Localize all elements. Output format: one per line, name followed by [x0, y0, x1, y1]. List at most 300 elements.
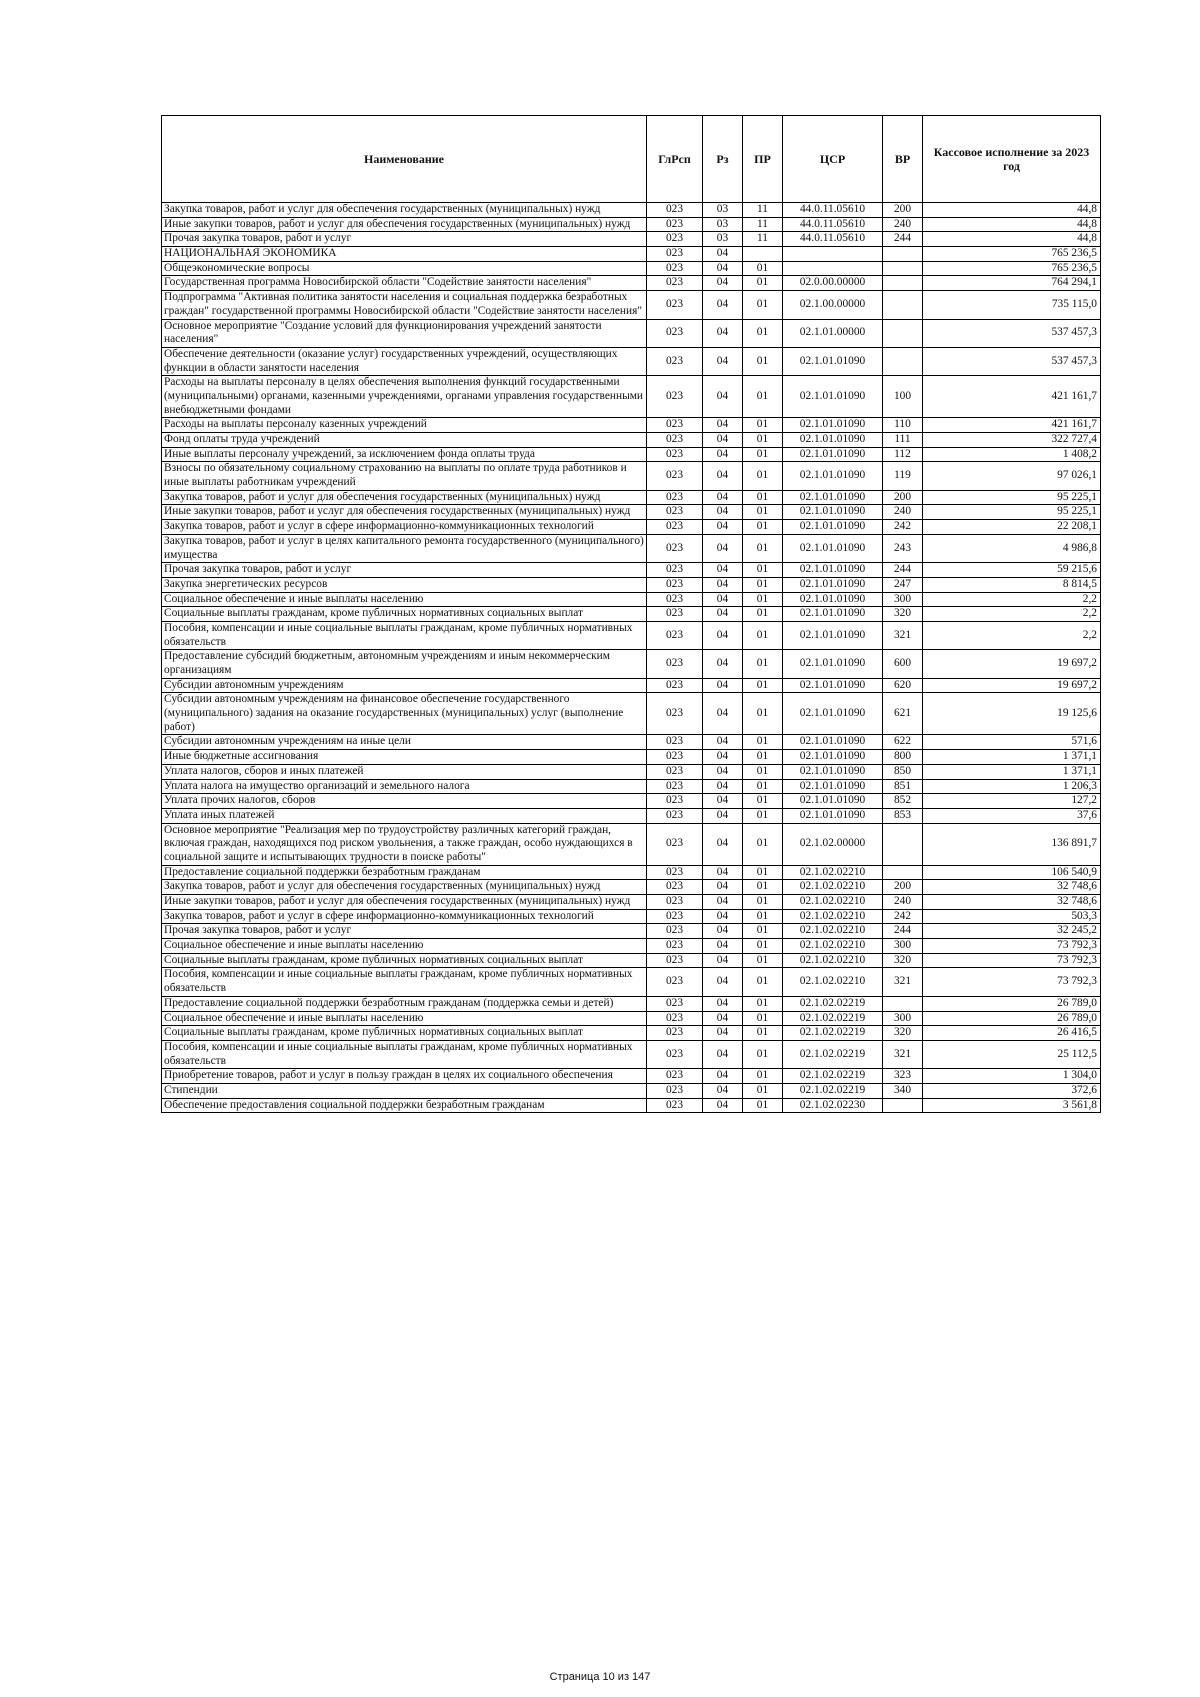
cell-vr: 851: [883, 779, 923, 794]
cell-name: Прочая закупка товаров, работ и услуг: [162, 924, 647, 939]
cell-pr: 01: [743, 376, 783, 418]
cell-glrsp: 023: [647, 939, 703, 954]
header-vr: ВР: [883, 116, 923, 203]
table-row: [162, 1083, 1101, 1098]
table-row: [162, 203, 1101, 218]
cell-amount: 372,6: [923, 1083, 1101, 1098]
table-row: [162, 607, 1101, 622]
cell-amount: 765 236,5: [923, 261, 1101, 276]
cell-pr: 01: [743, 808, 783, 823]
header-csr: ЦСР: [783, 116, 883, 203]
cell-vr: 110: [883, 418, 923, 433]
cell-glrsp: 023: [647, 996, 703, 1011]
cell-glrsp: 023: [647, 563, 703, 578]
cell-amount: 1 371,1: [923, 764, 1101, 779]
cell-rz: 04: [703, 433, 743, 448]
cell-rz: 04: [703, 1069, 743, 1084]
cell-rz: 04: [703, 347, 743, 375]
cell-rz: 04: [703, 909, 743, 924]
cell-vr: 119: [883, 462, 923, 490]
cell-pr: 01: [743, 865, 783, 880]
table-row: [162, 808, 1101, 823]
header-glrsp: ГлРсп: [647, 116, 703, 203]
cell-amount: 127,2: [923, 794, 1101, 809]
cell-pr: 01: [743, 909, 783, 924]
cell-vr: 247: [883, 577, 923, 592]
cell-pr: 01: [743, 1026, 783, 1041]
table-row: [162, 462, 1101, 490]
table-row: [162, 490, 1101, 505]
cell-rz: 04: [703, 764, 743, 779]
cell-glrsp: 023: [647, 247, 703, 262]
cell-amount: 503,3: [923, 909, 1101, 924]
cell-csr: 02.1.01.01090: [783, 650, 883, 678]
cell-pr: 01: [743, 735, 783, 750]
cell-csr: 02.1.01.01090: [783, 577, 883, 592]
cell-vr: 242: [883, 520, 923, 535]
cell-csr: 02.1.01.01090: [783, 592, 883, 607]
cell-csr: [783, 247, 883, 262]
cell-vr: [883, 276, 923, 291]
table-row: [162, 968, 1101, 996]
cell-glrsp: 023: [647, 607, 703, 622]
cell-amount: 764 294,1: [923, 276, 1101, 291]
cell-name: Закупка товаров, работ и услуг в сфере информационно-коммуникационных технологий: [162, 520, 647, 535]
cell-csr: 02.1.01.01090: [783, 462, 883, 490]
table-row: [162, 319, 1101, 347]
cell-amount: 735 115,0: [923, 291, 1101, 319]
cell-rz: 04: [703, 247, 743, 262]
cell-vr: 200: [883, 490, 923, 505]
cell-rz: 04: [703, 996, 743, 1011]
cell-name: Пособия, компенсации и иные социальные выплаты гражданам, кроме публичных нормативных обязательств: [162, 1040, 647, 1068]
cell-glrsp: 023: [647, 650, 703, 678]
table-row: [162, 678, 1101, 693]
table-row: [162, 433, 1101, 448]
cell-csr: 02.1.01.01090: [783, 693, 883, 735]
cell-rz: 04: [703, 924, 743, 939]
cell-glrsp: 023: [647, 823, 703, 865]
cell-amount: 95 225,1: [923, 490, 1101, 505]
table-row: [162, 735, 1101, 750]
cell-rz: 04: [703, 678, 743, 693]
cell-pr: 01: [743, 347, 783, 375]
cell-vr: 240: [883, 895, 923, 910]
cell-name: Основное мероприятие "Реализация мер по трудоустройству различных категорий граждан, включая граждан, находящихся под риском увольнения, а также граждан, особо нуждающихся в социальной защите и испытывающих трудности в поиске работы": [162, 823, 647, 865]
cell-glrsp: 023: [647, 319, 703, 347]
table-row: [162, 232, 1101, 247]
cell-csr: 02.1.01.01090: [783, 808, 883, 823]
cell-csr: 02.1.01.00000: [783, 319, 883, 347]
cell-pr: 01: [743, 1098, 783, 1113]
cell-pr: 01: [743, 592, 783, 607]
page-number: Страница 10 из 147: [549, 1671, 651, 1683]
cell-pr: 01: [743, 607, 783, 622]
cell-amount: 1 408,2: [923, 447, 1101, 462]
cell-name: Приобретение товаров, работ и услуг в пользу граждан в целях их социального обеспечения: [162, 1069, 647, 1084]
cell-glrsp: 023: [647, 621, 703, 649]
cell-name: Социальное обеспечение и иные выплаты населению: [162, 1011, 647, 1026]
header-rz: Рз: [703, 116, 743, 203]
header-name: Наименование: [162, 116, 647, 203]
cell-amount: 32 748,6: [923, 895, 1101, 910]
cell-glrsp: 023: [647, 276, 703, 291]
cell-rz: 04: [703, 939, 743, 954]
budget-table: [161, 115, 1101, 1113]
cell-glrsp: 023: [647, 909, 703, 924]
cell-rz: 03: [703, 217, 743, 232]
cell-vr: 622: [883, 735, 923, 750]
cell-amount: 106 540,9: [923, 865, 1101, 880]
cell-csr: 02.1.02.02210: [783, 895, 883, 910]
cell-rz: 04: [703, 577, 743, 592]
cell-name: Закупка товаров, работ и услуг для обеспечения государственных (муниципальных) нужд: [162, 490, 647, 505]
cell-csr: 02.1.01.01090: [783, 490, 883, 505]
cell-pr: 01: [743, 1083, 783, 1098]
cell-glrsp: 023: [647, 750, 703, 765]
cell-csr: 02.1.02.02210: [783, 924, 883, 939]
cell-csr: [783, 261, 883, 276]
cell-csr: 02.0.00.00000: [783, 276, 883, 291]
cell-glrsp: 023: [647, 1069, 703, 1084]
cell-glrsp: 023: [647, 490, 703, 505]
cell-name: Уплата налогов, сборов и иных платежей: [162, 764, 647, 779]
cell-rz: 04: [703, 794, 743, 809]
cell-rz: 04: [703, 808, 743, 823]
cell-rz: 04: [703, 490, 743, 505]
cell-name: НАЦИОНАЛЬНАЯ ЭКОНОМИКА: [162, 247, 647, 262]
table-row: [162, 779, 1101, 794]
cell-glrsp: 023: [647, 895, 703, 910]
table-row: [162, 505, 1101, 520]
table-row: [162, 939, 1101, 954]
cell-amount: 26 416,5: [923, 1026, 1101, 1041]
cell-name: Социальные выплаты гражданам, кроме публичных нормативных социальных выплат: [162, 607, 647, 622]
cell-rz: 04: [703, 592, 743, 607]
table-row: [162, 347, 1101, 375]
cell-csr: 02.1.02.00000: [783, 823, 883, 865]
cell-csr: 02.1.01.01090: [783, 505, 883, 520]
cell-glrsp: 023: [647, 735, 703, 750]
cell-csr: 02.1.02.02219: [783, 1069, 883, 1084]
table-header-row: [162, 116, 1101, 203]
cell-vr: 240: [883, 505, 923, 520]
cell-csr: 02.1.02.02210: [783, 953, 883, 968]
cell-amount: 44,8: [923, 232, 1101, 247]
cell-csr: 02.1.02.02230: [783, 1098, 883, 1113]
cell-glrsp: 023: [647, 1040, 703, 1068]
cell-rz: 03: [703, 232, 743, 247]
table-row: [162, 924, 1101, 939]
cell-rz: 03: [703, 203, 743, 218]
cell-amount: 4 986,8: [923, 534, 1101, 562]
cell-pr: 01: [743, 650, 783, 678]
cell-glrsp: 023: [647, 447, 703, 462]
cell-rz: 04: [703, 779, 743, 794]
cell-rz: 04: [703, 650, 743, 678]
cell-name: Социальные выплаты гражданам, кроме публичных нормативных социальных выплат: [162, 1026, 647, 1041]
cell-rz: 04: [703, 895, 743, 910]
table-row: [162, 291, 1101, 319]
cell-pr: 01: [743, 1040, 783, 1068]
cell-vr: [883, 319, 923, 347]
cell-csr: 02.1.02.02219: [783, 1040, 883, 1068]
cell-name: Предоставление субсидий бюджетным, автономным учреждениям и иным некоммерческим организациям: [162, 650, 647, 678]
cell-rz: 04: [703, 319, 743, 347]
cell-amount: 73 792,3: [923, 968, 1101, 996]
table-row: [162, 865, 1101, 880]
cell-amount: 1 206,3: [923, 779, 1101, 794]
cell-rz: 04: [703, 865, 743, 880]
cell-name: Фонд оплаты труда учреждений: [162, 433, 647, 448]
cell-amount: 19 697,2: [923, 678, 1101, 693]
cell-pr: 01: [743, 577, 783, 592]
table-row: [162, 376, 1101, 418]
cell-rz: 04: [703, 462, 743, 490]
cell-glrsp: 023: [647, 693, 703, 735]
cell-glrsp: 023: [647, 577, 703, 592]
table-row: [162, 823, 1101, 865]
cell-glrsp: 023: [647, 764, 703, 779]
cell-rz: 04: [703, 376, 743, 418]
cell-vr: [883, 291, 923, 319]
cell-name: Расходы на выплаты персоналу казенных учреждений: [162, 418, 647, 433]
cell-vr: 244: [883, 563, 923, 578]
table-row: [162, 794, 1101, 809]
table-row: [162, 1011, 1101, 1026]
cell-vr: [883, 347, 923, 375]
cell-rz: 04: [703, 1040, 743, 1068]
cell-vr: 244: [883, 924, 923, 939]
cell-csr: 02.1.01.01090: [783, 447, 883, 462]
cell-amount: 59 215,6: [923, 563, 1101, 578]
cell-name: Уплата прочих налогов, сборов: [162, 794, 647, 809]
cell-pr: 01: [743, 319, 783, 347]
cell-glrsp: 023: [647, 953, 703, 968]
cell-csr: 02.1.02.02219: [783, 1011, 883, 1026]
cell-amount: 26 789,0: [923, 996, 1101, 1011]
cell-amount: 537 457,3: [923, 319, 1101, 347]
cell-amount: 97 026,1: [923, 462, 1101, 490]
cell-name: Основное мероприятие "Создание условий для функционирования учреждений занятости населения": [162, 319, 647, 347]
table-row: [162, 577, 1101, 592]
cell-pr: 01: [743, 779, 783, 794]
cell-csr: 02.1.01.01090: [783, 520, 883, 535]
cell-csr: 02.1.01.01090: [783, 563, 883, 578]
cell-pr: 01: [743, 291, 783, 319]
table-body: [162, 203, 1101, 1113]
cell-rz: 04: [703, 447, 743, 462]
cell-pr: 01: [743, 924, 783, 939]
cell-csr: 02.1.01.01090: [783, 794, 883, 809]
cell-name: Стипендии: [162, 1083, 647, 1098]
cell-pr: 01: [743, 968, 783, 996]
cell-rz: 04: [703, 520, 743, 535]
cell-pr: 01: [743, 418, 783, 433]
cell-name: Взносы по обязательному социальному страхованию на выплаты по оплате труда работников и иные выплаты работникам учреждений: [162, 462, 647, 490]
cell-name: Закупка энергетических ресурсов: [162, 577, 647, 592]
cell-amount: 3 561,8: [923, 1098, 1101, 1113]
cell-vr: 240: [883, 217, 923, 232]
table-row: [162, 563, 1101, 578]
table-row: [162, 1026, 1101, 1041]
cell-vr: 620: [883, 678, 923, 693]
cell-rz: 04: [703, 505, 743, 520]
cell-vr: 112: [883, 447, 923, 462]
cell-pr: [743, 247, 783, 262]
cell-vr: 320: [883, 953, 923, 968]
cell-amount: 571,6: [923, 735, 1101, 750]
table-row: [162, 217, 1101, 232]
cell-name: Закупка товаров, работ и услуг для обеспечения государственных (муниципальных) нужд: [162, 203, 647, 218]
cell-csr: 02.1.01.01090: [783, 347, 883, 375]
cell-rz: 04: [703, 1011, 743, 1026]
cell-pr: 01: [743, 953, 783, 968]
cell-name: Пособия, компенсации и иные социальные выплаты гражданам, кроме публичных нормативных обязательств: [162, 968, 647, 996]
table-row: [162, 996, 1101, 1011]
table-row: [162, 1098, 1101, 1113]
cell-glrsp: 023: [647, 217, 703, 232]
cell-csr: 02.1.01.01090: [783, 376, 883, 418]
cell-pr: 01: [743, 534, 783, 562]
cell-vr: 100: [883, 376, 923, 418]
cell-rz: 04: [703, 953, 743, 968]
cell-rz: 04: [703, 276, 743, 291]
cell-amount: 421 161,7: [923, 418, 1101, 433]
cell-pr: 11: [743, 217, 783, 232]
cell-csr: 02.1.01.01090: [783, 621, 883, 649]
cell-vr: 111: [883, 433, 923, 448]
cell-name: Субсидии автономным учреждениям на финансовое обеспечение государственного (муниципального) задания на оказание государственных (муниципальных) услуг (выполнение работ): [162, 693, 647, 735]
cell-glrsp: 023: [647, 808, 703, 823]
cell-glrsp: 023: [647, 534, 703, 562]
cell-amount: 537 457,3: [923, 347, 1101, 375]
cell-glrsp: 023: [647, 291, 703, 319]
cell-pr: 01: [743, 794, 783, 809]
cell-pr: 01: [743, 750, 783, 765]
cell-vr: 243: [883, 534, 923, 562]
cell-name: Предоставление социальной поддержки безработным гражданам (поддержка семьи и детей): [162, 996, 647, 1011]
cell-glrsp: 023: [647, 505, 703, 520]
cell-csr: 02.1.02.02219: [783, 996, 883, 1011]
cell-amount: 8 814,5: [923, 577, 1101, 592]
cell-glrsp: 023: [647, 203, 703, 218]
cell-csr: 02.1.02.02219: [783, 1083, 883, 1098]
table-row: [162, 880, 1101, 895]
cell-amount: 2,2: [923, 592, 1101, 607]
cell-csr: 02.1.02.02210: [783, 865, 883, 880]
cell-name: Субсидии автономным учреждениям: [162, 678, 647, 693]
cell-csr: 02.1.01.01090: [783, 433, 883, 448]
cell-csr: 02.1.01.01090: [783, 764, 883, 779]
cell-vr: [883, 865, 923, 880]
cell-name: Социальное обеспечение и иные выплаты населению: [162, 939, 647, 954]
cell-name: Уплата налога на имущество организаций и земельного налога: [162, 779, 647, 794]
cell-csr: 02.1.01.01090: [783, 735, 883, 750]
cell-name: Иные закупки товаров, работ и услуг для обеспечения государственных (муниципальных) нужд: [162, 505, 647, 520]
cell-name: Прочая закупка товаров, работ и услуг: [162, 232, 647, 247]
cell-pr: 01: [743, 764, 783, 779]
cell-amount: 95 225,1: [923, 505, 1101, 520]
cell-vr: 300: [883, 592, 923, 607]
cell-rz: 04: [703, 1026, 743, 1041]
cell-vr: [883, 261, 923, 276]
cell-name: Прочая закупка товаров, работ и услуг: [162, 563, 647, 578]
cell-glrsp: 023: [647, 232, 703, 247]
cell-glrsp: 023: [647, 794, 703, 809]
cell-vr: 200: [883, 880, 923, 895]
cell-amount: 25 112,5: [923, 1040, 1101, 1068]
cell-csr: 02.1.02.02219: [783, 1026, 883, 1041]
cell-amount: 73 792,3: [923, 953, 1101, 968]
cell-amount: 44,8: [923, 217, 1101, 232]
cell-amount: 19 697,2: [923, 650, 1101, 678]
cell-vr: 321: [883, 621, 923, 649]
cell-pr: 01: [743, 693, 783, 735]
cell-vr: 242: [883, 909, 923, 924]
cell-pr: 01: [743, 823, 783, 865]
header-amount: Кассовое исполнение за 2023 год: [923, 116, 1101, 203]
cell-amount: 765 236,5: [923, 247, 1101, 262]
cell-glrsp: 023: [647, 1011, 703, 1026]
cell-name: Обеспечение предоставления социальной поддержки безработным гражданам: [162, 1098, 647, 1113]
cell-name: Общеэкономические вопросы: [162, 261, 647, 276]
cell-pr: 01: [743, 880, 783, 895]
cell-amount: 37,6: [923, 808, 1101, 823]
cell-csr: 02.1.01.01090: [783, 779, 883, 794]
cell-name: Предоставление социальной поддержки безработным гражданам: [162, 865, 647, 880]
cell-vr: 320: [883, 1026, 923, 1041]
cell-vr: 340: [883, 1083, 923, 1098]
cell-glrsp: 023: [647, 968, 703, 996]
cell-name: Иные выплаты персоналу учреждений, за исключением фонда оплаты труда: [162, 447, 647, 462]
cell-csr: 02.1.01.01090: [783, 750, 883, 765]
cell-name: Закупка товаров, работ и услуг в сфере информационно-коммуникационных технологий: [162, 909, 647, 924]
cell-csr: 02.1.02.02210: [783, 968, 883, 996]
table-row: [162, 909, 1101, 924]
cell-vr: 800: [883, 750, 923, 765]
cell-amount: 421 161,7: [923, 376, 1101, 418]
cell-rz: 04: [703, 735, 743, 750]
cell-pr: 01: [743, 462, 783, 490]
cell-vr: 244: [883, 232, 923, 247]
cell-vr: [883, 996, 923, 1011]
cell-pr: 01: [743, 261, 783, 276]
cell-rz: 04: [703, 968, 743, 996]
cell-rz: 04: [703, 621, 743, 649]
table-row: [162, 418, 1101, 433]
cell-pr: 11: [743, 232, 783, 247]
cell-csr: 02.1.02.02210: [783, 939, 883, 954]
cell-pr: 01: [743, 996, 783, 1011]
cell-pr: 01: [743, 505, 783, 520]
cell-name: Подпрограмма "Активная политика занятости населения и социальная поддержка безработных граждан" государственной программы Новосибирской области "Содействие занятости населения": [162, 291, 647, 319]
cell-pr: 01: [743, 447, 783, 462]
cell-amount: 2,2: [923, 607, 1101, 622]
cell-amount: 26 789,0: [923, 1011, 1101, 1026]
cell-glrsp: 023: [647, 779, 703, 794]
cell-pr: 01: [743, 433, 783, 448]
cell-name: Иные закупки товаров, работ и услуг для обеспечения государственных (муниципальных) нужд: [162, 217, 647, 232]
cell-rz: 04: [703, 563, 743, 578]
cell-amount: 1 304,0: [923, 1069, 1101, 1084]
cell-glrsp: 023: [647, 520, 703, 535]
cell-glrsp: 023: [647, 418, 703, 433]
cell-pr: 01: [743, 895, 783, 910]
cell-rz: 04: [703, 1083, 743, 1098]
cell-pr: 01: [743, 563, 783, 578]
cell-pr: 01: [743, 490, 783, 505]
